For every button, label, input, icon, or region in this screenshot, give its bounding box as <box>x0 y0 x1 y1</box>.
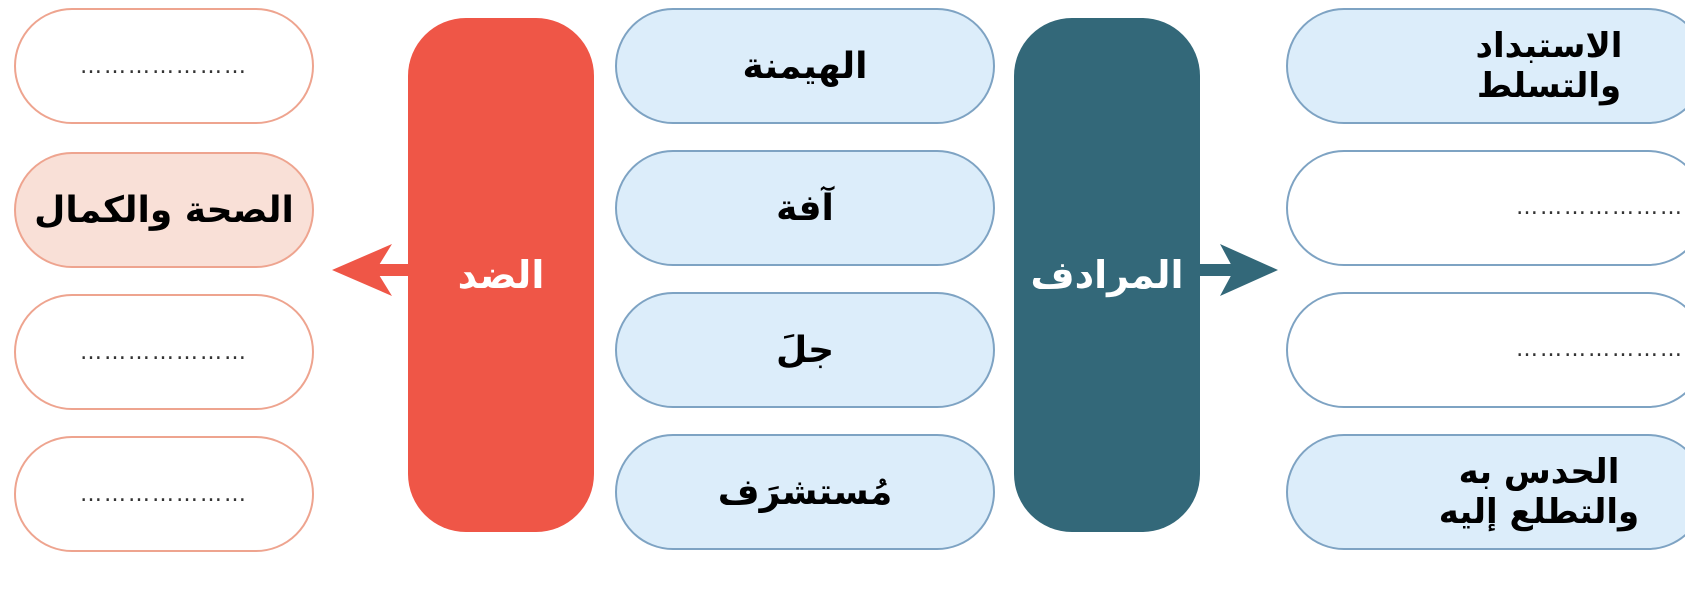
word-box-4 <box>615 434 995 550</box>
antonym-blank: ………………… <box>80 53 248 79</box>
synonym-bar <box>1014 18 1200 532</box>
synonym-box-3[interactable] <box>1286 292 1685 408</box>
arrow-right-icon <box>1196 244 1280 296</box>
arrow-left-icon <box>330 244 420 296</box>
antonym-text: الصحة والكمال <box>34 189 294 231</box>
synonym-line-2: والتطلع إليه <box>1438 492 1640 532</box>
antonym-box-1[interactable] <box>14 8 314 124</box>
synonym-blank: ………………… <box>1516 195 1684 220</box>
antonym-bar <box>408 18 594 532</box>
word-box-2 <box>615 150 995 266</box>
antonym-box-3[interactable] <box>14 294 314 410</box>
word-text: آفة <box>776 187 834 229</box>
antonym-label: الضد <box>457 253 545 297</box>
synonym-label: المرادف <box>1030 253 1184 297</box>
antonym-blank: ………………… <box>80 481 248 507</box>
synonym-line-2: والتسلط <box>1476 66 1622 106</box>
antonym-box-2 <box>14 152 314 268</box>
antonym-blank: ………………… <box>80 339 248 365</box>
synonym-line-1: الحدس به <box>1458 452 1620 492</box>
word-text: الهيمنة <box>742 45 868 87</box>
word-text: جلَ <box>775 329 835 371</box>
word-text: مُستشرَف <box>717 471 893 513</box>
word-box-1 <box>615 8 995 124</box>
synonym-box-1 <box>1286 8 1685 124</box>
synonym-line-1: الاستبداد <box>1475 26 1623 66</box>
synonym-box-4 <box>1286 434 1685 550</box>
synonym-blank: ………………… <box>1516 337 1684 362</box>
antonym-box-4[interactable] <box>14 436 314 552</box>
word-box-3 <box>615 292 995 408</box>
synonym-box-2[interactable] <box>1286 150 1685 266</box>
